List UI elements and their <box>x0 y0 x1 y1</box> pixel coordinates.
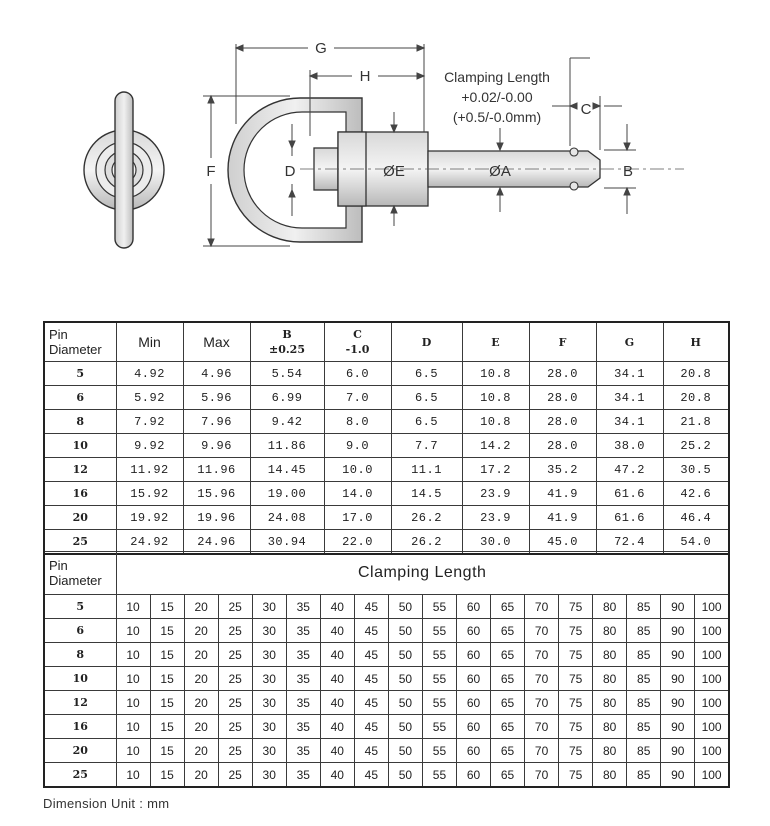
table-cell: 35 <box>286 667 320 691</box>
table-cell: 70 <box>525 763 559 788</box>
table-cell: 40 <box>320 715 354 739</box>
column-header-label: Min <box>138 334 161 350</box>
table-cell: 23.9 <box>462 506 529 530</box>
clamping-tolerance-metric: +0.02/-0.00 <box>461 89 533 105</box>
pin-diameter-cell: 10 <box>44 667 116 691</box>
table-cell: 60 <box>456 763 490 788</box>
table-cell: 10 <box>116 595 150 619</box>
column-header-label: Max <box>203 334 230 350</box>
table-cell: 60 <box>456 667 490 691</box>
table-cell: 4.92 <box>116 362 183 386</box>
column-header-label: B <box>282 328 292 341</box>
column-header <box>250 322 324 362</box>
table-cell: 20.8 <box>663 386 729 410</box>
table-cell: 14.0 <box>324 482 391 506</box>
table-cell: 6.5 <box>391 410 462 434</box>
pin-diameter-cell: 20 <box>44 506 116 530</box>
table-cell: 65 <box>491 595 525 619</box>
table-cell: 70 <box>525 619 559 643</box>
table-cell: 46.4 <box>663 506 729 530</box>
table-cell: 60 <box>456 739 490 763</box>
table-cell: 20 <box>184 763 218 788</box>
table-cell: 20 <box>184 715 218 739</box>
table-cell: 90 <box>661 595 695 619</box>
pin-diameter-cell: 6 <box>44 619 116 643</box>
table-cell: 55 <box>422 739 456 763</box>
table-cell: 41.9 <box>529 506 596 530</box>
table-cell: 80 <box>593 739 627 763</box>
table-cell: 19.96 <box>183 506 250 530</box>
pin-diameter-cell: 16 <box>44 482 116 506</box>
pin-diameter-header: Pin Diameter <box>44 552 116 595</box>
table-cell: 26.2 <box>391 530 462 555</box>
table-cell: 28.0 <box>529 434 596 458</box>
table-cell: 15 <box>150 595 184 619</box>
table-row <box>44 410 729 434</box>
table-cell: 60 <box>456 619 490 643</box>
pin-diameter-cell: 25 <box>44 763 116 788</box>
column-header <box>183 322 250 362</box>
table-cell: 14.2 <box>462 434 529 458</box>
table-cell: 30 <box>252 691 286 715</box>
table-row <box>44 763 729 788</box>
table-cell: 10.8 <box>462 386 529 410</box>
table-cell: 5.96 <box>183 386 250 410</box>
label-f: F <box>206 163 216 180</box>
table-cell: 65 <box>491 667 525 691</box>
table-cell: 40 <box>320 643 354 667</box>
pin-diameter-cell: 6 <box>44 386 116 410</box>
table-cell: 28.0 <box>529 410 596 434</box>
table-cell: 22.0 <box>324 530 391 555</box>
table-cell: 30.94 <box>250 530 324 555</box>
table-cell: 30 <box>252 715 286 739</box>
table-cell: 80 <box>593 691 627 715</box>
table-cell: 24.96 <box>183 530 250 555</box>
table-cell: 17.0 <box>324 506 391 530</box>
table-cell: 60 <box>456 691 490 715</box>
table-cell: 90 <box>661 667 695 691</box>
table-cell: 61.6 <box>596 506 663 530</box>
table-cell: 90 <box>661 691 695 715</box>
table-cell: 10.8 <box>462 362 529 386</box>
table-cell: 7.92 <box>116 410 183 434</box>
table-cell: 35 <box>286 619 320 643</box>
table-cell: 75 <box>559 739 593 763</box>
table-cell: 75 <box>559 595 593 619</box>
table-cell: 23.9 <box>462 482 529 506</box>
table-cell: 100 <box>695 667 729 691</box>
table-cell: 21.8 <box>663 410 729 434</box>
table-row <box>44 362 729 386</box>
table-cell: 45 <box>354 691 388 715</box>
table-cell: 24.08 <box>250 506 324 530</box>
table-cell: 75 <box>559 643 593 667</box>
table-cell: 6.99 <box>250 386 324 410</box>
table-cell: 25.2 <box>663 434 729 458</box>
table-cell: 20 <box>184 619 218 643</box>
table-cell: 20.8 <box>663 362 729 386</box>
table-cell: 35 <box>286 739 320 763</box>
table-cell: 45 <box>354 763 388 788</box>
table-cell: 14.5 <box>391 482 462 506</box>
table-cell: 15.92 <box>116 482 183 506</box>
pin-diameter-cell: 5 <box>44 362 116 386</box>
table-cell: 35 <box>286 691 320 715</box>
column-header-label: F <box>558 335 567 349</box>
table-cell: 45 <box>354 667 388 691</box>
table-cell: 10 <box>116 691 150 715</box>
table-cell: 20 <box>184 739 218 763</box>
table-cell: 54.0 <box>663 530 729 555</box>
table-cell: 80 <box>593 715 627 739</box>
table-cell: 7.96 <box>183 410 250 434</box>
table-cell: 60 <box>456 715 490 739</box>
table-cell: 35 <box>286 715 320 739</box>
label-a: ØA <box>489 163 511 180</box>
table-cell: 20 <box>184 691 218 715</box>
table-cell: 85 <box>627 763 661 788</box>
table-cell: 5.54 <box>250 362 324 386</box>
table-cell: 35 <box>286 595 320 619</box>
column-header-label: E <box>491 335 500 349</box>
table-cell: 75 <box>559 667 593 691</box>
table-cell: 85 <box>627 643 661 667</box>
table-cell: 41.9 <box>529 482 596 506</box>
table-cell: 9.96 <box>183 434 250 458</box>
table-cell: 25 <box>218 595 252 619</box>
label-d: D <box>284 163 296 180</box>
table-cell: 100 <box>695 763 729 788</box>
table-cell: 14.45 <box>250 458 324 482</box>
table-cell: 70 <box>525 739 559 763</box>
table-cell: 7.0 <box>324 386 391 410</box>
table-cell: 25 <box>218 691 252 715</box>
table-cell: 100 <box>695 715 729 739</box>
table-cell: 40 <box>320 595 354 619</box>
table-row <box>44 691 729 715</box>
table-row <box>44 595 729 619</box>
table-cell: 10.0 <box>324 458 391 482</box>
table-cell: 60 <box>456 643 490 667</box>
table-cell: 80 <box>593 763 627 788</box>
table-cell: 15.96 <box>183 482 250 506</box>
table-cell: 45 <box>354 619 388 643</box>
table-cell: 55 <box>422 619 456 643</box>
clamping-length-title: Clamping Length <box>444 69 550 85</box>
table-cell: 70 <box>525 715 559 739</box>
end-view <box>84 92 164 248</box>
label-e: ØE <box>383 163 405 180</box>
table-cell: 75 <box>559 619 593 643</box>
table-cell: 55 <box>422 643 456 667</box>
column-header-label: H <box>690 335 701 349</box>
table-cell: 35 <box>286 763 320 788</box>
table-cell: 100 <box>695 739 729 763</box>
table-cell: 30 <box>252 595 286 619</box>
table-cell: 65 <box>491 691 525 715</box>
label-b: B <box>622 163 634 180</box>
table-cell: 6.0 <box>324 362 391 386</box>
table-cell: 85 <box>627 715 661 739</box>
table-cell: 9.92 <box>116 434 183 458</box>
table-cell: 8.0 <box>324 410 391 434</box>
table-cell: 70 <box>525 667 559 691</box>
table-cell: 85 <box>627 667 661 691</box>
table-cell: 6.5 <box>391 362 462 386</box>
table-cell: 70 <box>525 643 559 667</box>
table-cell: 9.42 <box>250 410 324 434</box>
clamping-tolerance-alt: (+0.5/-0.0mm) <box>452 109 542 125</box>
label-h: H <box>359 68 371 85</box>
table-cell: 34.1 <box>596 362 663 386</box>
column-header <box>529 322 596 362</box>
table-cell: 40 <box>320 763 354 788</box>
table-cell: 15 <box>150 691 184 715</box>
table-cell: 15 <box>150 643 184 667</box>
table-cell: 80 <box>593 667 627 691</box>
table-row <box>44 458 729 482</box>
pin-diameter-cell: 25 <box>44 530 116 555</box>
table-cell: 55 <box>422 715 456 739</box>
table-row <box>44 434 729 458</box>
table-cell: 42.6 <box>663 482 729 506</box>
clamping-length-table <box>43 551 730 788</box>
table-cell: 50 <box>388 763 422 788</box>
table-cell: 75 <box>559 715 593 739</box>
table-cell: 30 <box>252 619 286 643</box>
table-cell: 35.2 <box>529 458 596 482</box>
table-cell: 10 <box>116 643 150 667</box>
table-cell: 5.92 <box>116 386 183 410</box>
table-row <box>44 482 729 506</box>
label-c: C <box>580 101 592 118</box>
table-cell: 90 <box>661 619 695 643</box>
table-cell: 28.0 <box>529 362 596 386</box>
table-cell: 50 <box>388 667 422 691</box>
table-cell: 34.1 <box>596 410 663 434</box>
table-cell: 25 <box>218 667 252 691</box>
table-cell: 28.0 <box>529 386 596 410</box>
table-cell: 50 <box>388 691 422 715</box>
table-cell: 20 <box>184 643 218 667</box>
table-cell: 70 <box>525 691 559 715</box>
table-cell: 45 <box>354 739 388 763</box>
table-cell: 19.00 <box>250 482 324 506</box>
table-cell: 6.5 <box>391 386 462 410</box>
table-cell: 65 <box>491 739 525 763</box>
column-header <box>116 322 183 362</box>
pin-diameter-cell: 20 <box>44 739 116 763</box>
column-header-label: C <box>353 328 362 341</box>
table-cell: 50 <box>388 595 422 619</box>
table-cell: 80 <box>593 595 627 619</box>
table-cell: 15 <box>150 619 184 643</box>
table-cell: 40 <box>320 691 354 715</box>
table-cell: 65 <box>491 763 525 788</box>
table-cell: 30 <box>252 667 286 691</box>
pin-diameter-cell: 12 <box>44 458 116 482</box>
pin-diameter-cell: 10 <box>44 434 116 458</box>
table-cell: 10.8 <box>462 410 529 434</box>
table-cell: 20 <box>184 595 218 619</box>
pin-diameter-cell: 8 <box>44 410 116 434</box>
table-cell: 100 <box>695 595 729 619</box>
table-cell: 80 <box>593 643 627 667</box>
table-cell: 7.7 <box>391 434 462 458</box>
table-cell: 100 <box>695 643 729 667</box>
pin-diameter-cell: 8 <box>44 643 116 667</box>
table-cell: 30 <box>252 739 286 763</box>
column-header <box>462 322 529 362</box>
table-cell: 30 <box>252 763 286 788</box>
pin-diameter-cell: 12 <box>44 691 116 715</box>
table-row <box>44 739 729 763</box>
table-cell: 61.6 <box>596 482 663 506</box>
table-cell: 15 <box>150 715 184 739</box>
pin-diameter-header: Pin Diameter <box>44 322 116 362</box>
table-cell: 85 <box>627 595 661 619</box>
clamping-length-header: Clamping Length <box>116 552 729 595</box>
dimensions-header-row <box>44 322 729 362</box>
table-cell: 85 <box>627 739 661 763</box>
table-cell: 50 <box>388 715 422 739</box>
table-cell: 47.2 <box>596 458 663 482</box>
table-cell: 55 <box>422 667 456 691</box>
table-cell: 50 <box>388 643 422 667</box>
table-cell: 20 <box>184 667 218 691</box>
table-cell: 30.5 <box>663 458 729 482</box>
column-header <box>324 322 391 362</box>
table-cell: 38.0 <box>596 434 663 458</box>
table-cell: 10 <box>116 667 150 691</box>
table-cell: 85 <box>627 691 661 715</box>
table-cell: 15 <box>150 667 184 691</box>
table-cell: 45 <box>354 715 388 739</box>
column-header-tolerance: ±0.25 <box>268 343 305 356</box>
table-cell: 45 <box>354 595 388 619</box>
table-cell: 11.86 <box>250 434 324 458</box>
table-cell: 55 <box>422 763 456 788</box>
table-cell: 4.96 <box>183 362 250 386</box>
table-cell: 100 <box>695 691 729 715</box>
column-header <box>391 322 462 362</box>
table-cell: 35 <box>286 643 320 667</box>
dimensions-table <box>43 321 730 555</box>
table-cell: 26.2 <box>391 506 462 530</box>
table-row <box>44 386 729 410</box>
table-cell: 11.92 <box>116 458 183 482</box>
table-cell: 19.92 <box>116 506 183 530</box>
table-cell: 9.0 <box>324 434 391 458</box>
pin-technical-drawing <box>0 0 770 310</box>
table-row <box>44 643 729 667</box>
table-cell: 85 <box>627 619 661 643</box>
table-cell: 25 <box>218 739 252 763</box>
table-cell: 10 <box>116 619 150 643</box>
pin-diameter-cell: 5 <box>44 595 116 619</box>
table-cell: 55 <box>422 595 456 619</box>
dimension-unit-note: Dimension Unit : mm <box>43 796 170 811</box>
table-cell: 10 <box>116 739 150 763</box>
table-cell: 15 <box>150 763 184 788</box>
column-header-label: D <box>421 335 432 349</box>
column-header-tolerance: -1.0 <box>345 343 370 356</box>
table-cell: 90 <box>661 763 695 788</box>
table-cell: 50 <box>388 619 422 643</box>
table-cell: 40 <box>320 619 354 643</box>
column-header-label: G <box>624 335 635 349</box>
column-header <box>596 322 663 362</box>
table-cell: 25 <box>218 763 252 788</box>
table-cell: 17.2 <box>462 458 529 482</box>
table-cell: 75 <box>559 691 593 715</box>
table-cell: 45 <box>354 643 388 667</box>
table-cell: 90 <box>661 643 695 667</box>
table-cell: 80 <box>593 619 627 643</box>
table-row <box>44 715 729 739</box>
table-cell: 45.0 <box>529 530 596 555</box>
table-cell: 25 <box>218 643 252 667</box>
table-row <box>44 619 729 643</box>
table-cell: 90 <box>661 715 695 739</box>
table-cell: 24.92 <box>116 530 183 555</box>
table-cell: 15 <box>150 739 184 763</box>
table-cell: 30 <box>252 643 286 667</box>
pin-diameter-cell: 16 <box>44 715 116 739</box>
table-cell: 25 <box>218 619 252 643</box>
table-row <box>44 667 729 691</box>
table-cell: 11.96 <box>183 458 250 482</box>
table-cell: 100 <box>695 619 729 643</box>
table-cell: 40 <box>320 667 354 691</box>
table-cell: 34.1 <box>596 386 663 410</box>
table-cell: 11.1 <box>391 458 462 482</box>
clamping-header-row <box>44 552 729 595</box>
table-cell: 75 <box>559 763 593 788</box>
table-cell: 10 <box>116 763 150 788</box>
table-cell: 90 <box>661 739 695 763</box>
label-g: G <box>315 40 327 57</box>
column-header <box>663 322 729 362</box>
table-cell: 30.0 <box>462 530 529 555</box>
table-cell: 10 <box>116 715 150 739</box>
table-cell: 70 <box>525 595 559 619</box>
table-cell: 25 <box>218 715 252 739</box>
table-cell: 72.4 <box>596 530 663 555</box>
table-cell: 40 <box>320 739 354 763</box>
table-cell: 65 <box>491 619 525 643</box>
table-cell: 65 <box>491 643 525 667</box>
table-row <box>44 506 729 530</box>
table-cell: 65 <box>491 715 525 739</box>
table-cell: 60 <box>456 595 490 619</box>
table-cell: 50 <box>388 739 422 763</box>
table-cell: 55 <box>422 691 456 715</box>
